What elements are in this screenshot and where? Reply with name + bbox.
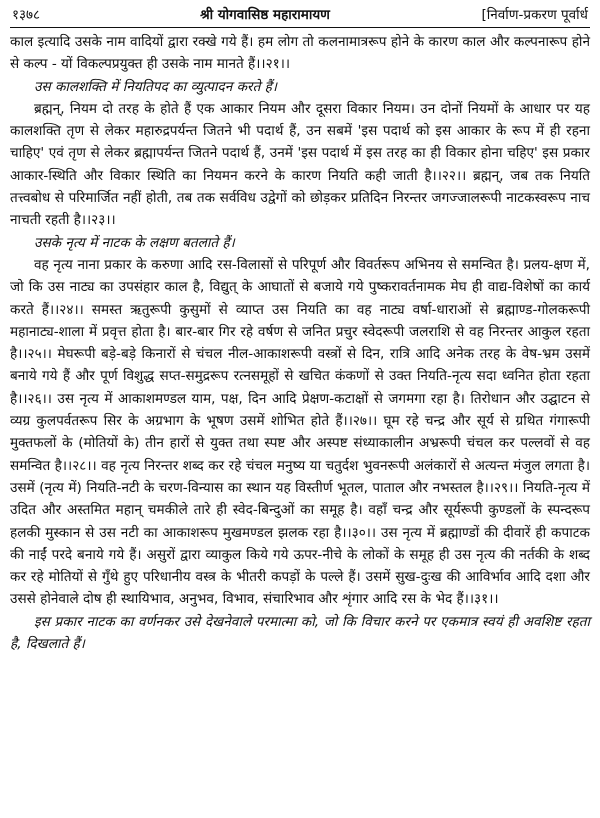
section-heading: इस प्रकार नाटक का वर्णनकर उसे देखनेवाले परमात्मा को, जो कि विचार करने पर एकमात्र स्वयं ही अवशिष्ट रहता है, दिखलाते हैं। xyxy=(10,613,590,653)
section-heading: उसके नृत्य में नाटक के लक्षण बतलाते हैं। xyxy=(34,234,235,251)
paragraph: ब्रह्मन्, नियम दो तरह के होते हैं एक आकार नियम और दूसरा विकार नियम। उन दोनों नियमों के आधार पर यह कालशक्ति तृण से लेकर महारुद्रपर्यन्त जितने भी पदार्थ हैं, उन सबमें 'इस पदार्थ को इस आकार के रूप में ही रहना चाहिए' एवं तृण से लेकर ब्रह्मापर्यन्त जितने पदार्थ हैं, उनमें 'इस पदार्थ में इस तरह का ही विकार होना चहिए' इस प्रकार आकार-स्थिति और विकार स्थिति का नियमन करने के कारण नियति कही जाती है।।२२।। ब्रह्मन्, जब तक नियति तत्त्वबोध से परिमार्जित नहीं होती, तब तक सर्वविध उद्वेगों को छोड़कर प्रतिदिन निरन्तर जगज्जालरूपी नाटकस्वरूप नाच नाचती रहती है।।२३।। xyxy=(10,100,590,229)
section-title: [निर्वाण-प्रकरण पूर्वार्ध xyxy=(481,7,588,23)
running-header xyxy=(10,6,590,28)
paragraph: वह नृत्य नाना प्रकार के करुणा आदि रस-विलासों से परिपूर्ण और विवर्तरूप अभिनय से समन्वित है। प्रलय-क्षण में, जो कि उस नाट्य का उपसंहार काल है, विद्युत् के आघातों से बजाये गये पुष्करावर्तनामक मेघ ही वाद्य-विशेषों का कार्य करते हैं।।२४।। समस्त ऋतुरूपी कुसुमों से व्याप्त उस नियति का वह नाट्य वर्षा-धाराओं से ब्रह्माण्ड-गोलकरूपी महानाट्य-शाला में प्रवृत्त होता है। बार-बार गिर रहे वर्षण से जनित प्रचुर स्वेदरूपी जलराशि से वह निरन्तर आकुल रहता है।।२५।। मेघरूपी बड़े-बड़े किनारों से चंचल नील-आकाशरूपी वस्त्रों से दिन, रात्रि आदि अनेक तरह के वेष-भ्रम उसमें बनाये गये हैं और पूर्ण विशुद्ध सप्त-समुद्ररूप रत्नसमूहों से खचित कंकणों से उक्त नियति-नृत्य सदा ध्वनित होता रहता है।।२६।। उस नृत्य में आकाशमण्डल याम, पक्ष, दिन आदि प्रेक्षण-कटाक्षों से जगमगा रहा है। तिरोधान और उद्घाटन से व्यग्र कुलपर्वतरूप सिर के अग्रभाग के भूषण उसमें शोभित होते हैं।।२७।। घूम रहे चन्द्र और सूर्य से ग्रथित गंगारूपी मुक्तफलों के (मोतियों के) तीन हारों से युक्त तथा स्पष्ट और अस्पष्ट संध्याकालीन अभ्ररूपी चंचल कर पल्लवों से वह समन्वित है।।२८।। वह नृत्य निरन्तर शब्द कर रहे चंचल मनुष्य या चतुर्दश भुवनरूपी अलंकारों से अत्यन्त मंजुल लगता है। उसमें (नृत्य में) नियति-नटी के चरण-विन्यास का स्थान यह विस्तीर्ण भूतल, पाताल और नभस्तल है।।२९।। नियति-नृत्य में उदित और अस्तमित महान् चमकीले तारे ही स्वेद-बिन्दुओं का समूह है। वहाँ चन्द्र और सूर्यरूपी कुण्डलों के स्पन्दरूप हलकी मुस्कान से उस नटी का आकाशरूप मुखमण्डल झलक रहा है।।३०।। उस नृत्य में ब्रह्माण्डों की दीवारें ही कपाटक की नाईं परदे बनाये गये हैं। असुरों द्वारा व्याकुल किये गये ऊपर-नीचे के लोकों के समूह ही उस नृत्य की नर्तकी के शब्द कर रहे मोतियों से गुँथे हुए परिधानीय वस्त्र के भीतरी कपड़ों के पल्ले हैं। उसमें सुख-दुःख की आविर्भाव आदि दशा और उससे होनेवाले दोष ही स्थायिभाव, अनुभव, विभाव, संचारिभाव और शृंगार आदि रस के भेद हैं।।३१।। xyxy=(10,256,590,608)
section-heading: उस कालशक्ति में नियतिपद का व्युत्पादन करते हैं। xyxy=(34,78,278,95)
book-title: श्री योगवासिष्ठ महारामायण xyxy=(200,7,330,23)
paragraph: काल इत्यादि उसके नाम वादियों द्वारा रक्खे गये हैं। हम लोग तो कलनामात्ररूप होने के कारण काल और कल्पनारूप होने से कल्प - यों विकल्पप्रयुक्त ही उसके नाम मानते हैं।।२१।। xyxy=(10,34,590,73)
page-body xyxy=(10,28,590,655)
page-number: १३७८ xyxy=(12,7,41,23)
